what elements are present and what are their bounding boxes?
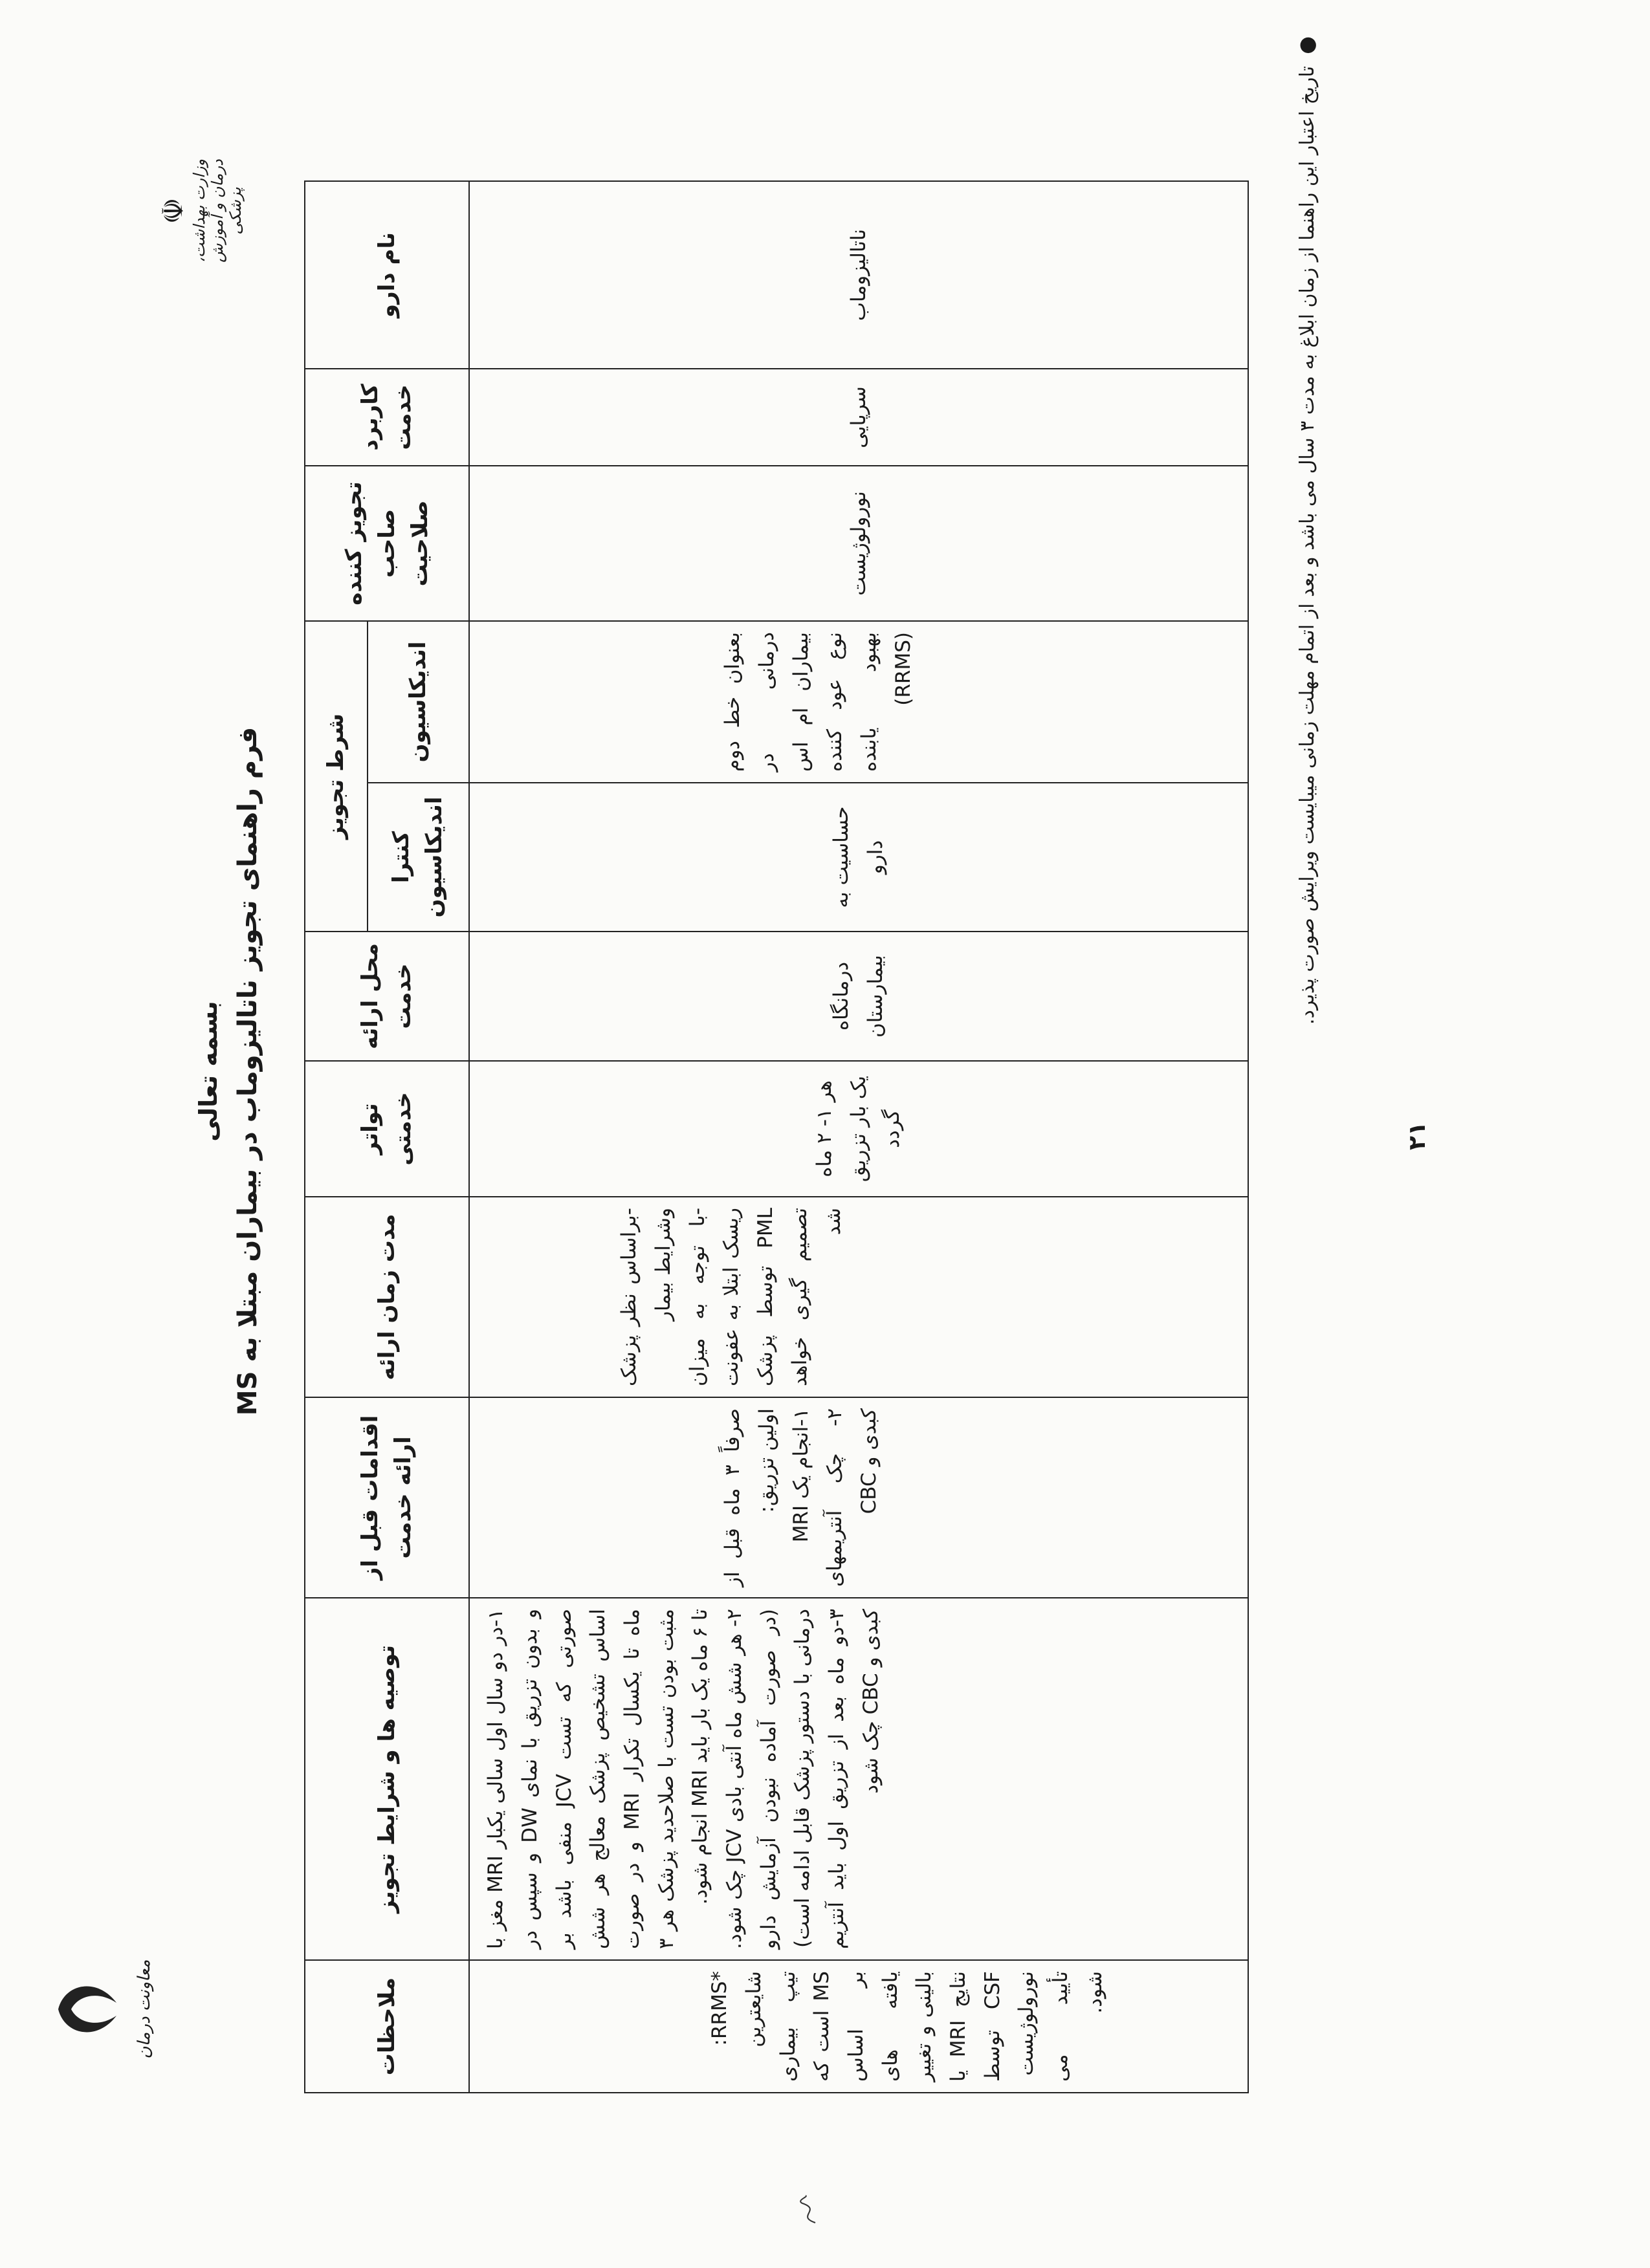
header-indication: اندیکاسیون bbox=[368, 621, 470, 783]
header-service-frequency: تواتر خدمتی bbox=[305, 1061, 469, 1197]
ministry-emblem-icon: ☫ bbox=[155, 197, 190, 224]
department-emblem-icon bbox=[52, 1945, 129, 2074]
header-row-1 bbox=[305, 181, 368, 2093]
location-clinic: درمانگاه bbox=[830, 961, 853, 1031]
header-notes: ملاحظات bbox=[305, 1960, 469, 2093]
cell-service-use: سرپایی bbox=[469, 369, 1248, 466]
footnote-text: تاریخ اعتبار این راهنما از زمان ابلاغ به مدت ۳ سال می باشد و بعد از اتمام مهلت زمانی میبایست ویرایش صورت پذیرد. bbox=[1296, 65, 1319, 1025]
cell-indication: بعنوان خط دوم درمانی در بیماران ام اس نوع عود کننده بهبود یابنده (RRMS) bbox=[469, 621, 1248, 783]
page-number: ۲۱ bbox=[1404, 1122, 1431, 1150]
header-prescriber: تجویز کننده صاحب صلاحیت bbox=[305, 466, 469, 621]
cell-service-location bbox=[469, 932, 1248, 1061]
bismillah-heading: بسمه تعالی bbox=[194, 1001, 223, 1142]
header-service-duration: مدت زمان ارائه bbox=[305, 1197, 469, 1397]
recommendation-3: ۳-دو ماه بعد از تزریق اول باید آنتزیم کبدی و CBC چک شود bbox=[825, 1609, 883, 1949]
signature-mark-icon bbox=[789, 2190, 828, 2229]
drug-guide-table bbox=[304, 180, 1249, 2093]
header-service-location: محل ارائه خدمت bbox=[305, 932, 469, 1061]
header-recommendations: توصیه ها و شرایط تجویز bbox=[305, 1598, 469, 1960]
cell-service-frequency: هر ۱- ۲ ماه یک بار تزریق گردد bbox=[469, 1061, 1248, 1197]
department-caption: معاونت درمان bbox=[135, 1959, 154, 2059]
cell-contraindication: حساسیت به دارو bbox=[469, 783, 1248, 932]
pre-action-line-1: صرفاً ۳ ماه قبل از اولین تزریق: bbox=[721, 1408, 778, 1587]
ministry-caption: وزارت بهداشت، درمان و آموزش پزشکی bbox=[190, 158, 245, 263]
cell-prescriber: نورولوژیست bbox=[469, 466, 1248, 621]
bullet-icon: ● bbox=[1294, 36, 1319, 54]
recommendation-1: ۱-در دو سال اول سالی یکبار MRI مغز با و بدون تزریق با نمای DW و سپس در صورتی که تست JCV منفی باشد بر اساس تشخیص پزشک معالج هر شش ماه تا یکسال تکرار MRI و در صورت مثبت بودن تست با صلاحدید پزشک هر ۳ تا ۶ ماه یک بار باید MRI انجام شود. bbox=[484, 1608, 712, 1949]
table-row bbox=[469, 181, 1248, 2093]
pre-action-line-2: ۱-انجام یک MRI bbox=[789, 1408, 813, 1543]
duration-line-2: -با توجه به میزان ریسک ابتلا به عفونت PML توسط پزشک تصمیم گیری خواهد شد bbox=[685, 1208, 846, 1386]
recommendation-2: ۲- هر شش ماه آنتی بادی JCV چک شود.(در صورت آماده نبودن آزمایش دارو درمانی با دستور پزشک قابل ادامه است) bbox=[723, 1609, 815, 1949]
ministry-logo bbox=[155, 146, 246, 276]
cell-pre-service-actions bbox=[469, 1397, 1248, 1598]
page-title: فرم راهنمای تجویز ناتالیزوماب در بیماران مبتلا به MS bbox=[233, 726, 263, 1416]
cell-recommendations bbox=[469, 1598, 1248, 1960]
footnote bbox=[1294, 36, 1319, 1589]
cell-notes: *RRMS: شایعترین تیپ بیماری MS است که بر اساس یافته های بالینی و تغییر نتایج MRI یا CSF توسط نورولوژیست تأیید می شود. bbox=[469, 1960, 1248, 2093]
header-contraindication: کنترا اندیکاسیون bbox=[368, 783, 470, 932]
header-prescription-conditions: شرط تجویز bbox=[305, 621, 368, 932]
department-logo bbox=[52, 1945, 162, 2074]
header-drug-name: نام دارو bbox=[305, 181, 469, 369]
cell-drug-name: ناتالیزوماب bbox=[469, 181, 1248, 369]
duration-line-1: -براساس نظر پزشک وشرایط بیمار bbox=[617, 1208, 675, 1386]
cell-service-duration bbox=[469, 1197, 1248, 1397]
location-hospital: بیمارستان bbox=[864, 955, 888, 1038]
header-pre-service-actions: اقدامات قبل از ارائه خدمت bbox=[305, 1397, 469, 1598]
header-service-use: کاربرد خدمت bbox=[305, 369, 469, 466]
pre-action-line-3: ۲- چک آنتریمهای کبدی و CBC bbox=[823, 1408, 881, 1587]
